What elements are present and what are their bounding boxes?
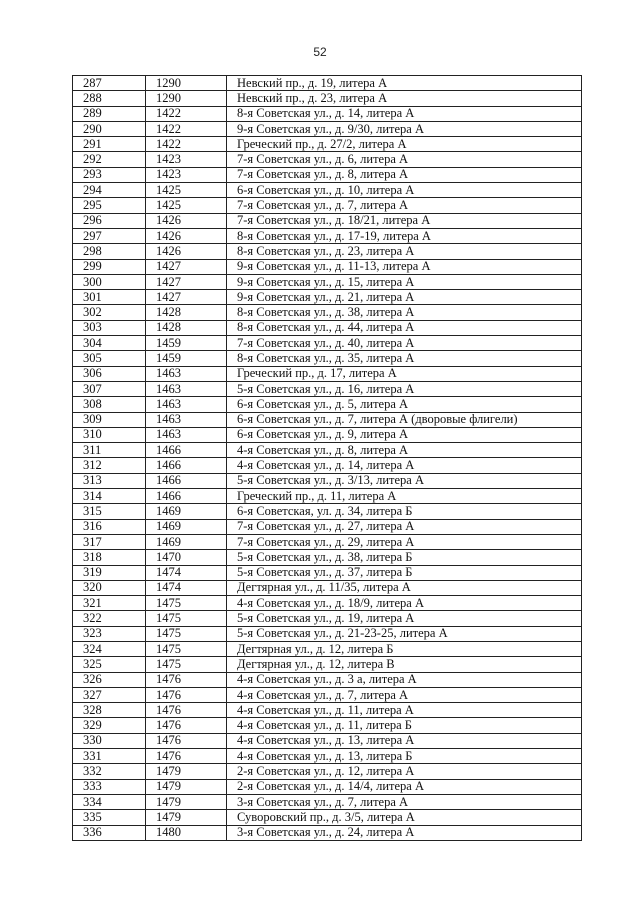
table-row	[73, 565, 582, 580]
row-number-cell: 290	[73, 121, 146, 136]
block-number-cell: 1422	[146, 121, 227, 136]
table-row	[73, 458, 582, 473]
table-row	[73, 244, 582, 259]
table-row	[73, 825, 582, 840]
address-cell: 8-я Советская ул., д. 23, литера А	[227, 244, 582, 259]
row-number-cell: 296	[73, 213, 146, 228]
row-number-cell: 295	[73, 198, 146, 213]
row-number-cell: 334	[73, 794, 146, 809]
row-number-cell: 335	[73, 810, 146, 825]
table-row	[73, 473, 582, 488]
row-number-cell: 308	[73, 397, 146, 412]
block-number-cell: 1479	[146, 794, 227, 809]
block-number-cell: 1426	[146, 244, 227, 259]
address-cell: 5-я Советская ул., д. 16, литера А	[227, 381, 582, 396]
row-number-cell: 315	[73, 504, 146, 519]
row-number-cell: 324	[73, 641, 146, 656]
block-number-cell: 1476	[146, 672, 227, 687]
table-row	[73, 412, 582, 427]
table-row	[73, 519, 582, 534]
block-number-cell: 1466	[146, 443, 227, 458]
row-number-cell: 312	[73, 458, 146, 473]
row-number-cell: 329	[73, 718, 146, 733]
block-number-cell: 1479	[146, 779, 227, 794]
row-number-cell: 332	[73, 764, 146, 779]
address-cell: Греческий пр., д. 11, литера А	[227, 489, 582, 504]
block-number-cell: 1476	[146, 687, 227, 702]
block-number-cell: 1466	[146, 489, 227, 504]
block-number-cell: 1422	[146, 106, 227, 121]
block-number-cell: 1459	[146, 336, 227, 351]
table-row	[73, 259, 582, 274]
block-number-cell: 1463	[146, 381, 227, 396]
row-number-cell: 297	[73, 228, 146, 243]
row-number-cell: 319	[73, 565, 146, 580]
address-cell: 8-я Советская ул., д. 17-19, литера А	[227, 228, 582, 243]
table-row	[73, 794, 582, 809]
row-number-cell: 287	[73, 76, 146, 91]
table-row	[73, 672, 582, 687]
block-number-cell: 1463	[146, 427, 227, 442]
row-number-cell: 293	[73, 167, 146, 182]
row-number-cell: 309	[73, 412, 146, 427]
row-number-cell: 305	[73, 351, 146, 366]
block-number-cell: 1474	[146, 565, 227, 580]
row-number-cell: 316	[73, 519, 146, 534]
address-cell: 7-я Советская ул., д. 40, литера А	[227, 336, 582, 351]
table-row	[73, 305, 582, 320]
address-cell: 4-я Советская ул., д. 8, литера А	[227, 443, 582, 458]
table-row	[73, 810, 582, 825]
address-cell: 8-я Советская ул., д. 38, литера А	[227, 305, 582, 320]
table-row	[73, 733, 582, 748]
block-number-cell: 1476	[146, 749, 227, 764]
address-cell: 9-я Советская ул., д. 11-13, литера А	[227, 259, 582, 274]
address-cell: 8-я Советская ул., д. 44, литера А	[227, 320, 582, 335]
address-cell: 8-я Советская ул., д. 35, литера А	[227, 351, 582, 366]
block-number-cell: 1469	[146, 534, 227, 549]
row-number-cell: 300	[73, 274, 146, 289]
block-number-cell: 1422	[146, 137, 227, 152]
address-cell: 3-я Советская ул., д. 24, литера А	[227, 825, 582, 840]
row-number-cell: 331	[73, 749, 146, 764]
block-number-cell: 1475	[146, 641, 227, 656]
address-cell: 5-я Советская ул., д. 38, литера Б	[227, 550, 582, 565]
row-number-cell: 336	[73, 825, 146, 840]
address-cell: 4-я Советская ул., д. 11, литера А	[227, 703, 582, 718]
address-cell: 8-я Советская ул., д. 14, литера А	[227, 106, 582, 121]
table-row	[73, 504, 582, 519]
table-row	[73, 764, 582, 779]
address-cell: 7-я Советская ул., д. 8, литера А	[227, 167, 582, 182]
registry-table	[72, 75, 582, 841]
row-number-cell: 328	[73, 703, 146, 718]
table-row	[73, 366, 582, 381]
address-cell: 7-я Советская ул., д. 29, литера А	[227, 534, 582, 549]
row-number-cell: 303	[73, 320, 146, 335]
table-row	[73, 183, 582, 198]
address-cell: 4-я Советская ул., д. 11, литера Б	[227, 718, 582, 733]
table-row	[73, 76, 582, 91]
row-number-cell: 313	[73, 473, 146, 488]
table-row	[73, 718, 582, 733]
row-number-cell: 327	[73, 687, 146, 702]
block-number-cell: 1425	[146, 183, 227, 198]
table-row	[73, 397, 582, 412]
block-number-cell: 1475	[146, 626, 227, 641]
block-number-cell: 1290	[146, 91, 227, 106]
address-cell: 9-я Советская ул., д. 15, литера А	[227, 274, 582, 289]
address-cell: 7-я Советская ул., д. 7, литера А	[227, 198, 582, 213]
address-cell: 6-я Советская ул., д. 9, литера А	[227, 427, 582, 442]
block-number-cell: 1475	[146, 596, 227, 611]
table-row	[73, 121, 582, 136]
row-number-cell: 318	[73, 550, 146, 565]
block-number-cell: 1466	[146, 473, 227, 488]
table-row	[73, 152, 582, 167]
address-cell: Греческий пр., д. 27/2, литера А	[227, 137, 582, 152]
row-number-cell: 299	[73, 259, 146, 274]
row-number-cell: 306	[73, 366, 146, 381]
table-row	[73, 351, 582, 366]
address-cell: Дегтярная ул., д. 12, литера Б	[227, 641, 582, 656]
table-row	[73, 213, 582, 228]
table-row	[73, 703, 582, 718]
row-number-cell: 325	[73, 657, 146, 672]
address-cell: Невский пр., д. 23, литера А	[227, 91, 582, 106]
row-number-cell: 302	[73, 305, 146, 320]
block-number-cell: 1426	[146, 228, 227, 243]
address-cell: 4-я Советская ул., д. 14, литера А	[227, 458, 582, 473]
block-number-cell: 1479	[146, 764, 227, 779]
table-row	[73, 91, 582, 106]
row-number-cell: 321	[73, 596, 146, 611]
row-number-cell: 294	[73, 183, 146, 198]
block-number-cell: 1425	[146, 198, 227, 213]
block-number-cell: 1423	[146, 152, 227, 167]
address-cell: 6-я Советская ул., д. 10, литера А	[227, 183, 582, 198]
table-row	[73, 274, 582, 289]
table-row	[73, 336, 582, 351]
row-number-cell: 301	[73, 290, 146, 305]
block-number-cell: 1479	[146, 810, 227, 825]
block-number-cell: 1459	[146, 351, 227, 366]
table-row	[73, 106, 582, 121]
block-number-cell: 1426	[146, 213, 227, 228]
table-row	[73, 596, 582, 611]
address-cell: 5-я Советская ул., д. 21-23-25, литера А	[227, 626, 582, 641]
block-number-cell: 1476	[146, 718, 227, 733]
row-number-cell: 317	[73, 534, 146, 549]
address-cell: 7-я Советская ул., д. 18/21, литера А	[227, 213, 582, 228]
block-number-cell: 1463	[146, 397, 227, 412]
table-row	[73, 749, 582, 764]
row-number-cell: 288	[73, 91, 146, 106]
block-number-cell: 1427	[146, 290, 227, 305]
block-number-cell: 1475	[146, 611, 227, 626]
address-cell: 6-я Советская, ул. д. 34, литера Б	[227, 504, 582, 519]
table-row	[73, 198, 582, 213]
block-number-cell: 1428	[146, 305, 227, 320]
block-number-cell: 1476	[146, 733, 227, 748]
address-cell: 4-я Советская ул., д. 18/9, литера А	[227, 596, 582, 611]
table-row	[73, 534, 582, 549]
block-number-cell: 1475	[146, 657, 227, 672]
table-row	[73, 167, 582, 182]
row-number-cell: 323	[73, 626, 146, 641]
address-cell: 9-я Советская ул., д. 9/30, литера А	[227, 121, 582, 136]
block-number-cell: 1463	[146, 412, 227, 427]
row-number-cell: 291	[73, 137, 146, 152]
address-cell: 7-я Советская ул., д. 6, литера А	[227, 152, 582, 167]
table-row	[73, 626, 582, 641]
address-cell: 5-я Советская ул., д. 3/13, литера А	[227, 473, 582, 488]
row-number-cell: 320	[73, 580, 146, 595]
block-number-cell: 1428	[146, 320, 227, 335]
address-cell: 2-я Советская ул., д. 12, литера А	[227, 764, 582, 779]
address-cell: Дегтярная ул., д. 11/35, литера А	[227, 580, 582, 595]
table-row	[73, 550, 582, 565]
address-cell: 3-я Советская ул., д. 7, литера А	[227, 794, 582, 809]
address-cell: 2-я Советская ул., д. 14/4, литера А	[227, 779, 582, 794]
address-cell: 6-я Советская ул., д. 5, литера А	[227, 397, 582, 412]
table-row	[73, 381, 582, 396]
row-number-cell: 289	[73, 106, 146, 121]
address-cell: 5-я Советская ул., д. 37, литера Б	[227, 565, 582, 580]
block-number-cell: 1427	[146, 274, 227, 289]
row-number-cell: 292	[73, 152, 146, 167]
registry-table-body	[73, 76, 582, 841]
block-number-cell: 1476	[146, 703, 227, 718]
block-number-cell: 1474	[146, 580, 227, 595]
row-number-cell: 311	[73, 443, 146, 458]
table-row	[73, 489, 582, 504]
table-row	[73, 779, 582, 794]
address-cell: 5-я Советская ул., д. 19, литера А	[227, 611, 582, 626]
address-cell: Невский пр., д. 19, литера А	[227, 76, 582, 91]
row-number-cell: 310	[73, 427, 146, 442]
table-row	[73, 580, 582, 595]
address-cell: 6-я Советская ул., д. 7, литера А (дворовые флигели)	[227, 412, 582, 427]
table-row	[73, 611, 582, 626]
address-cell: 4-я Советская ул., д. 13, литера А	[227, 733, 582, 748]
address-cell: Суворовский пр., д. 3/5, литера А	[227, 810, 582, 825]
row-number-cell: 304	[73, 336, 146, 351]
table-row	[73, 641, 582, 656]
address-cell: Греческий пр., д. 17, литера А	[227, 366, 582, 381]
table-row	[73, 320, 582, 335]
row-number-cell: 307	[73, 381, 146, 396]
row-number-cell: 322	[73, 611, 146, 626]
row-number-cell: 330	[73, 733, 146, 748]
table-row	[73, 687, 582, 702]
block-number-cell: 1466	[146, 458, 227, 473]
table-row	[73, 137, 582, 152]
block-number-cell: 1290	[146, 76, 227, 91]
table-row	[73, 427, 582, 442]
block-number-cell: 1480	[146, 825, 227, 840]
address-cell: Дегтярная ул., д. 12, литера В	[227, 657, 582, 672]
address-cell: 9-я Советская ул., д. 21, литера А	[227, 290, 582, 305]
address-cell: 4-я Советская ул., д. 13, литера Б	[227, 749, 582, 764]
block-number-cell: 1427	[146, 259, 227, 274]
block-number-cell: 1469	[146, 504, 227, 519]
row-number-cell: 333	[73, 779, 146, 794]
row-number-cell: 326	[73, 672, 146, 687]
page-number: 52	[313, 45, 327, 59]
table-row	[73, 290, 582, 305]
block-number-cell: 1423	[146, 167, 227, 182]
block-number-cell: 1470	[146, 550, 227, 565]
row-number-cell: 314	[73, 489, 146, 504]
table-row	[73, 657, 582, 672]
block-number-cell: 1463	[146, 366, 227, 381]
address-cell: 4-я Советская ул., д. 7, литера А	[227, 687, 582, 702]
row-number-cell: 298	[73, 244, 146, 259]
table-row	[73, 443, 582, 458]
table-row	[73, 228, 582, 243]
address-cell: 7-я Советская ул., д. 27, литера А	[227, 519, 582, 534]
block-number-cell: 1469	[146, 519, 227, 534]
address-cell: 4-я Советская ул., д. 3 а, литера А	[227, 672, 582, 687]
